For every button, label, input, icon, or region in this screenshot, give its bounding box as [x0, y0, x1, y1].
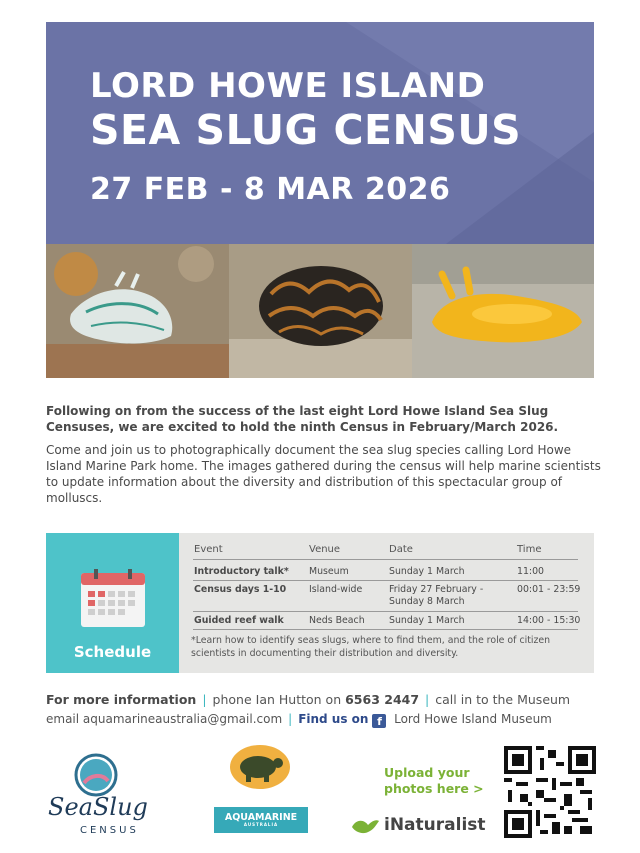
divider — [193, 580, 578, 581]
contact-line-2: email aquamarineaustralia@gmail.com | Find us on f Lord Howe Island Museum — [46, 712, 552, 728]
upload-line-2: photos here > — [384, 781, 484, 796]
row2-date: Friday 27 February - — [389, 584, 484, 595]
facebook-icon[interactable]: f — [372, 714, 386, 728]
sea-slug-photo-1 — [46, 244, 229, 378]
schedule-label: Schedule — [73, 643, 152, 661]
aquamarine-logo — [214, 807, 308, 833]
qr-code-icon[interactable] — [504, 746, 596, 838]
hero-dates: 27 FEB - 8 MAR 2026 — [90, 172, 451, 207]
intro-lead: Following on from the success of the last eight Lord Howe Island Sea Slug Censuses, we are excited to hold the ninth Census in February/March 2026. — [46, 404, 559, 434]
hero-title-line2: SEA SLUG CENSUS — [90, 106, 522, 154]
row2-venue: Island-wide — [309, 584, 363, 595]
facebook-page-name[interactable]: Lord Howe Island Museum — [394, 712, 552, 726]
aquamarine-sub: AUSTRALIA — [243, 822, 279, 827]
schedule-footnote: *Learn how to identify seas slugs, where to find them, and the role of citizen scientists in documenting their distribution and diversity. — [191, 635, 551, 659]
row1-event: Introductory talk* — [194, 566, 289, 577]
hero-title-line1: LORD HOWE ISLAND — [90, 66, 486, 106]
aquamarine-name: AQUAMARINE — [224, 812, 298, 823]
museum-text: call in to the Museum — [435, 692, 571, 707]
col-header-date: Date — [389, 544, 413, 555]
row1-time: 11:00 — [517, 566, 545, 577]
bird-icon — [350, 815, 380, 837]
sea-slug-photo-3 — [412, 244, 594, 378]
sea-slug-photo-2 — [229, 244, 412, 378]
schedule-tile — [46, 533, 179, 673]
hero-banner — [46, 22, 594, 244]
row1-venue: Museum — [309, 566, 349, 577]
inaturalist-wordmark: iNaturalist — [384, 815, 486, 835]
email-text[interactable]: email aquamarineaustralia@gmail.com — [46, 712, 283, 726]
row3-time: 14:00 - 15:30 — [517, 615, 581, 626]
row2-date-line2: Sunday 8 March — [389, 596, 465, 607]
divider — [193, 611, 578, 612]
inaturalist-logo[interactable] — [384, 815, 486, 835]
contact-line-1: For more information | phone Ian Hutton on 6563 2447 | call in to the Museum — [46, 692, 571, 707]
census-wordmark: CENSUS — [80, 825, 139, 836]
upload-line-1: Upload your — [384, 765, 470, 780]
row2-event: Census days 1-10 — [194, 584, 287, 595]
col-header-time: Time — [517, 544, 542, 555]
calendar-icon — [80, 569, 146, 629]
phone-number[interactable]: 6563 2447 — [345, 692, 420, 707]
find-us-label: Find us on — [298, 712, 369, 726]
schedule-panel — [46, 533, 594, 673]
photo-strip — [46, 244, 594, 378]
more-info-label: For more information — [46, 692, 197, 707]
divider — [193, 629, 578, 630]
col-header-event: Event — [194, 544, 223, 555]
museum-turtle-logo — [228, 745, 292, 793]
row3-date: Sunday 1 March — [389, 615, 465, 626]
row1-date: Sunday 1 March — [389, 566, 465, 577]
row3-venue: Neds Beach — [309, 615, 365, 626]
upload-photos-link[interactable] — [384, 765, 484, 797]
divider — [193, 559, 578, 560]
seaslug-wordmark: SeaSlug — [48, 793, 148, 821]
intro-body: Come and join us to photographically document the sea slug species calling Lord Howe Island Marine Park home. The images gathered during the census will help marine scientists to update information about the diversity and distribution of this spectacular group of molluscs. — [46, 443, 601, 505]
phone-prefix: phone Ian Hutton on — [212, 692, 342, 707]
intro-section — [46, 403, 606, 506]
row3-event: Guided reef walk — [194, 615, 284, 626]
sea-slug-census-logo — [40, 753, 174, 837]
row2-time: 00:01 - 23:59 — [517, 584, 581, 595]
col-header-venue: Venue — [309, 544, 341, 555]
